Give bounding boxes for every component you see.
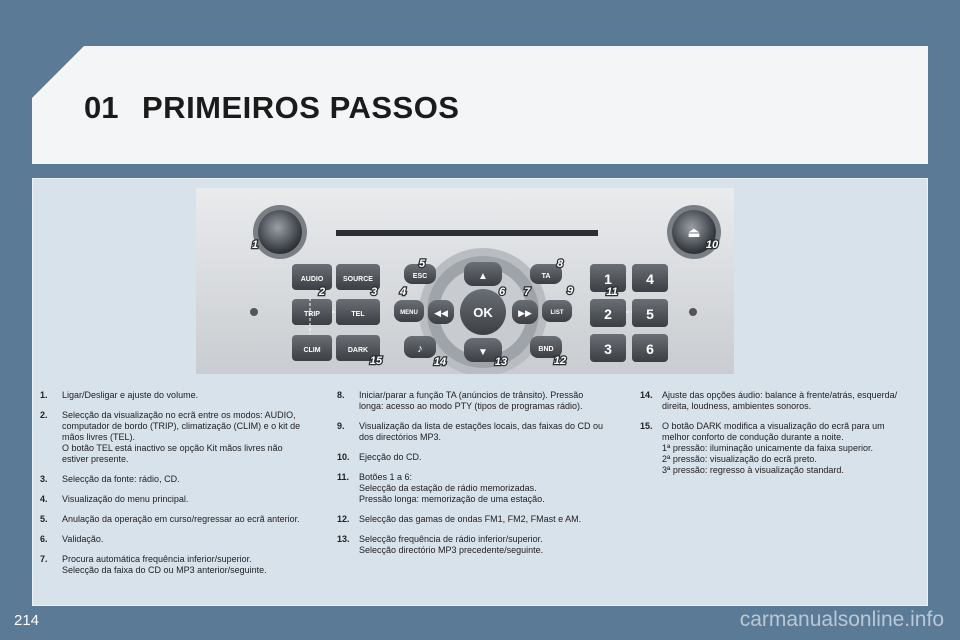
list-button[interactable] xyxy=(542,300,572,322)
seek-back-button[interactable] xyxy=(428,300,454,324)
legend-item xyxy=(40,514,322,525)
legend-number: 4. xyxy=(40,494,48,504)
legend-text: Visualização do menu principal. xyxy=(62,494,189,504)
legend-item xyxy=(337,421,619,443)
legend-text: Selecção frequência de rádio inferior/superior. Selecção directório MP3 precedente/seguinte. xyxy=(359,534,544,555)
legend-text: Anulação da operação em curso/regressar ao ecrã anterior. xyxy=(62,514,300,524)
legend-column-3 xyxy=(640,390,922,485)
arrow-up-button[interactable] xyxy=(464,262,502,286)
cd-slot xyxy=(336,230,598,236)
preset-3-button[interactable] xyxy=(590,334,626,362)
preset-2-button[interactable] xyxy=(590,299,626,327)
callout-5: 5 xyxy=(418,258,426,270)
ok-button-label: OK xyxy=(473,305,493,320)
legend-number: 5. xyxy=(40,514,48,524)
callout-8: 8 xyxy=(556,258,564,270)
screw-right xyxy=(689,308,697,316)
legend-number: 9. xyxy=(337,421,345,431)
legend-text: Visualização da lista de estações locais, das faixas do CD ou dos directórios MP3. xyxy=(359,421,603,442)
tel-button[interactable] xyxy=(336,299,380,325)
callout-13: 13 xyxy=(494,356,508,368)
trip-button-label: TRIP xyxy=(304,311,320,318)
watermark: carmanualsonline.info xyxy=(739,608,944,631)
callout-2: 2 xyxy=(318,286,326,298)
preset-6-button[interactable] xyxy=(632,334,668,362)
preset-6-label: 6 xyxy=(646,341,654,357)
legend-number: 13. xyxy=(337,534,350,544)
preset-5-button[interactable] xyxy=(632,299,668,327)
trip-button[interactable] xyxy=(292,299,332,325)
menu-button-label: MENU xyxy=(400,310,418,316)
preset-4-button[interactable] xyxy=(632,264,668,292)
screw-left xyxy=(250,308,258,316)
chapter-number: 01 xyxy=(84,90,119,125)
callout-7: 7 xyxy=(523,286,531,298)
legend-text: Selecção da fonte: rádio, CD. xyxy=(62,474,180,484)
legend-item xyxy=(337,452,619,463)
legend-text: Selecção das gamas de ondas FM1, FM2, FMast e AM. xyxy=(359,514,582,524)
bnd-button-label: BND xyxy=(538,346,554,353)
legend-text: Iniciar/parar a função TA (anúncios de trânsito). Pressão longa: acesso ao modo PTY (tipos de programas rádio). xyxy=(359,390,584,411)
callout-10: 10 xyxy=(705,239,719,251)
legend-column-2 xyxy=(337,390,619,565)
preset-5-label: 5 xyxy=(646,306,654,322)
legend-item xyxy=(40,390,322,401)
legend-item xyxy=(337,472,619,505)
callout-14: 14 xyxy=(433,356,447,368)
legend-text: Validação. xyxy=(62,534,104,544)
clim-button-label: CLIM xyxy=(303,347,321,354)
callout-15: 15 xyxy=(369,355,383,367)
legend-item xyxy=(640,390,922,412)
callout-9: 9 xyxy=(566,285,574,297)
legend-column-1 xyxy=(40,390,322,585)
legend-number: 7. xyxy=(40,554,48,564)
legend-item xyxy=(40,534,322,545)
legend-item xyxy=(40,474,322,485)
audio-button[interactable] xyxy=(292,264,332,290)
legend-text: Botões 1 a 6: Selecção da estação de rádio memorizadas. Pressão longa: memorização de uma estação. xyxy=(359,472,545,504)
legend-item xyxy=(337,390,619,412)
legend-number: 15. xyxy=(640,421,653,431)
arrow-down-icon: ▼ xyxy=(478,347,488,358)
preset-1-label: 1 xyxy=(604,271,612,287)
ta-button-label: TA xyxy=(541,273,551,280)
clim-button[interactable] xyxy=(292,335,332,361)
legend-number: 2. xyxy=(40,410,48,420)
callout-12: 12 xyxy=(553,355,567,367)
preset-2-label: 2 xyxy=(604,306,612,322)
legend-number: 1. xyxy=(40,390,48,400)
callout-1: 1 xyxy=(251,239,259,251)
legend-item xyxy=(40,410,322,465)
esc-button-label: ESC xyxy=(412,273,428,280)
legend-item xyxy=(337,514,619,525)
legend-text: Ajuste das opções áudio: balance à frente/atrás, esquerda/ direita, loudness, ambientes sonoros. xyxy=(662,390,898,411)
legend-text: Procura automática frequência inferior/superior. Selecção da faixa do CD ou MP3 anterior/seguinte. xyxy=(62,554,267,575)
dark-button-label: DARK xyxy=(347,347,369,354)
legend-item xyxy=(640,421,922,476)
legend-item xyxy=(40,494,322,505)
page-title: PRIMEIROS PASSOS xyxy=(142,90,460,125)
callout-3: 3 xyxy=(370,286,378,298)
legend-item xyxy=(337,534,619,556)
rewind-icon: ◀◀ xyxy=(434,308,448,318)
legend-number: 6. xyxy=(40,534,48,544)
source-button-label: SOURCE xyxy=(343,276,373,283)
legend-text: Ligar/Desligar e ajuste do volume. xyxy=(62,390,199,400)
preset-4-label: 4 xyxy=(646,271,654,287)
seek-forward-button[interactable] xyxy=(512,300,538,324)
callout-11: 11 xyxy=(606,286,618,298)
legend-item xyxy=(40,554,322,576)
legend-number: 8. xyxy=(337,390,345,400)
legend-number: 12. xyxy=(337,514,350,524)
music-note-icon: ♪ xyxy=(417,343,423,355)
legend-number: 10. xyxy=(337,452,350,462)
eject-icon: ⏏ xyxy=(687,224,701,240)
legend-number: 14. xyxy=(640,390,653,400)
callout-4: 4 xyxy=(399,286,407,298)
arrow-up-icon: ▲ xyxy=(478,271,488,282)
legend-text: Selecção da visualização no ecrã entre os modos: AUDIO, computador de bordo (TRIP), climatização (CLIM) e o kit de mãos livres (TEL). O botão TEL está inactivo se opção Kit mãos livres não estiver presente. xyxy=(62,410,301,464)
audio-button-label: AUDIO xyxy=(300,276,324,283)
menu-button[interactable] xyxy=(394,300,424,322)
callout-6: 6 xyxy=(498,286,506,298)
preset-3-label: 3 xyxy=(604,341,612,357)
tel-button-label: TEL xyxy=(351,311,365,318)
fast-forward-icon: ▶▶ xyxy=(518,308,532,318)
legend-number: 11. xyxy=(337,472,350,482)
list-button-label: LIST xyxy=(550,310,564,316)
legend-text: O botão DARK modifica a visualização do ecrã para um melhor conforto de condução durante a noite. 1ª pressão: iluminação unicamente da faixa superior. 2ª pressão: visualização do ecrã preto. 3ª pressão: regresso à visualização standard. xyxy=(662,421,885,475)
radio-panel-illustration xyxy=(196,188,734,374)
legend-text: Ejecção do CD. xyxy=(359,452,422,462)
audio-settings-button[interactable] xyxy=(404,336,436,358)
legend-number: 3. xyxy=(40,474,48,484)
volume-knob[interactable] xyxy=(253,205,307,259)
page-number: 214 xyxy=(14,612,40,629)
